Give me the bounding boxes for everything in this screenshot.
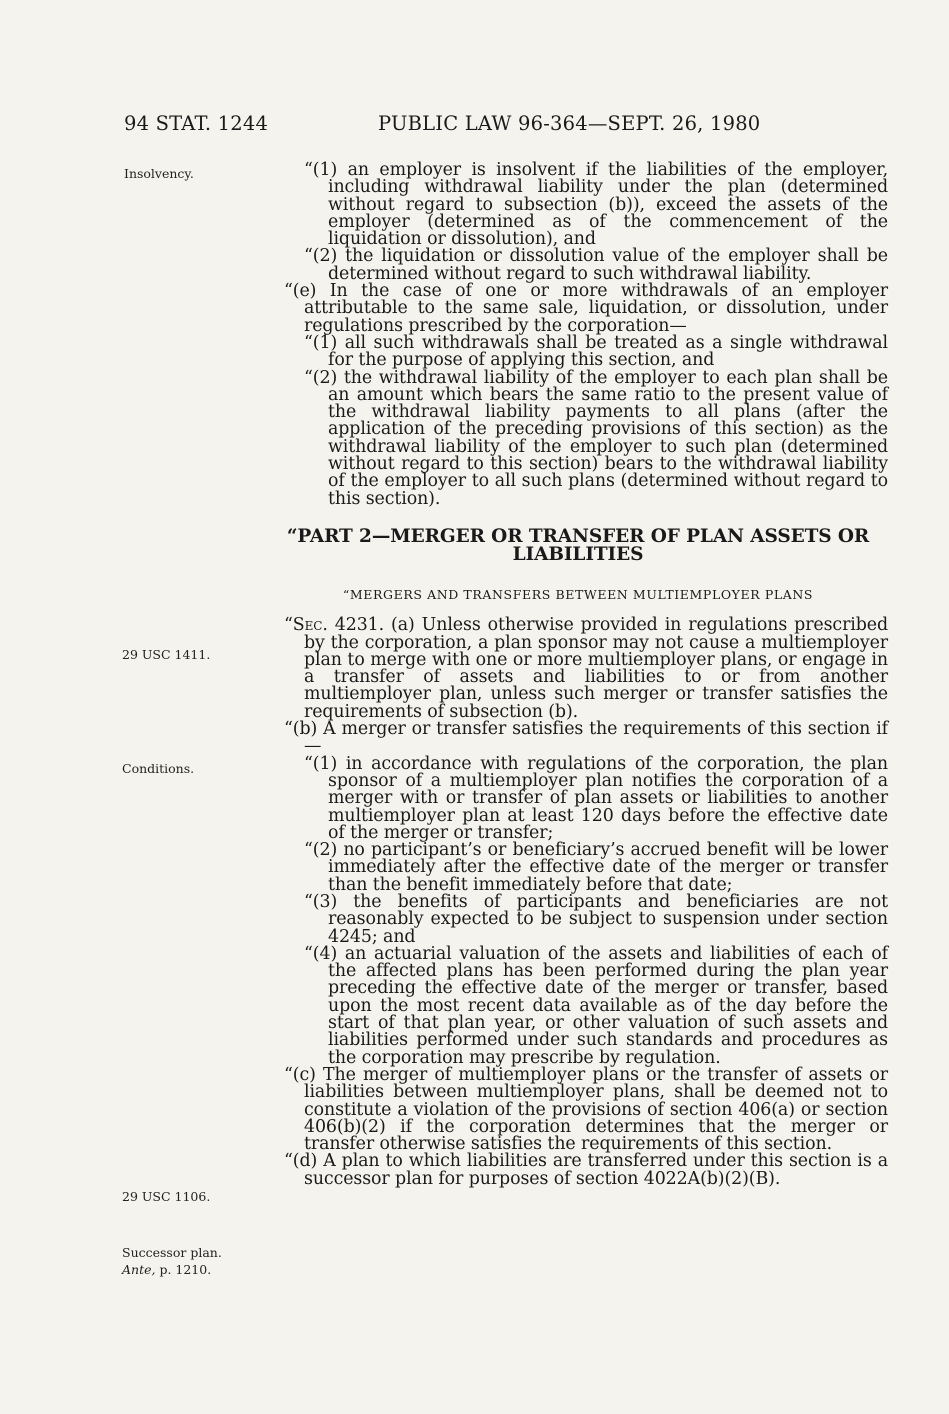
stat-page-number: 94 STAT. 1244 — [124, 112, 269, 135]
public-law-title: PUBLIC LAW 96-364—SEPT. 26, 1980 — [378, 112, 761, 135]
subsection-e: “(e) In the case of one or more withdrawals of an employer attributable to the same sale, liquidation, or dissolution, under regulations prescribed by the corporation— — [284, 281, 888, 336]
statute-body — [268, 162, 888, 1188]
margin-note-insolvency: Insolvency. — [124, 166, 194, 181]
subsection-a — [268, 617, 888, 721]
ante-italic: Ante, — [122, 1262, 156, 1277]
part-heading: “PART 2—MERGER OR TRANSFER OF PLAN ASSETS OR LIABILITIES — [286, 525, 870, 565]
subsection-c: “(c) The merger of multiemployer plans or the transfer of assets or liabilities between multiemployer plans, shall be deemed not to constitute a violation of the provisions of section 406(a) or section 406(b)(2) if the corporation determines that the merger or transfer otherwise satisfies the requirements of this section. — [284, 1064, 888, 1155]
margin-note-29-usc-1106: 29 USC 1106. — [122, 1189, 211, 1204]
paragraph-e2: “(2) the withdrawal liability of the employer to each plan shall be an amount which bears the same ratio to the present value of the withdrawal liability payments to all plans (after the application of the preceding provisions of this section) as the withdrawal liability of the employer to such plan (determined without regard to this section) bears to the withdrawal liability of the employer to all such plans (determined without regard to this section). — [304, 367, 888, 509]
margin-note-conditions: Conditions. — [122, 761, 195, 776]
ante-page: p. 1210. — [155, 1262, 212, 1277]
paragraph-b4: “(4) an actuarial valuation of the assets and liabilities of each of the affected plans has been performed during the plan year preceding the effective date of the merger or transfer, based upon the most recent data available as of the day before the start of that plan year, or other valuation of such assets and liabilities performed under such standards and procedures as the corporation may prescribe by regulation. — [304, 943, 888, 1068]
subsection-b: “(b) A merger or transfer satisfies the requirements of this section if— — [284, 719, 888, 757]
paragraph-b2: “(2) no participant’s or beneficiary’s accrued benefit will be lower immediately after the effective date of the merger or transfer than the benefit immediately before that date; — [304, 840, 888, 895]
subsection-d: “(d) A plan to which liabilities are transferred under this section is a successor plan for purposes of section 4022A(b)(2)(B). — [284, 1151, 888, 1189]
page-header — [124, 112, 889, 142]
paragraph-e1: “(1) all such withdrawals shall be treated as a single withdrawal for the purpose of applying this section, and — [304, 332, 888, 371]
margin-note-successor-plan: Successor plan. — [122, 1245, 222, 1260]
margin-note-29-usc-1411: 29 USC 1411. — [122, 647, 211, 662]
section-subheading: “MERGERS AND TRANSFERS BETWEEN MULTIEMPLOYER PLANS — [342, 586, 814, 602]
paragraph-b3: “(3) the benefits of participants and beneficiaries are not reasonably expected to be subject to suspension under section 4245; and — [304, 891, 888, 947]
paragraph-d1: “(1) an employer is insolvent if the liabilities of the employer, including withdrawal liability under the plan (determined without regard to subsection (b)), exceed the assets of the employer (determined as of the commencement of the liquidation or dissolution), and — [304, 160, 888, 250]
subsection-a-text: 4231. (a) Unless otherwise provided in regulations prescribed by the corporation, a plan sponsor may not cause a multiemployer plan to merge with one or more multiemployer plans, or engage in a transfer of assets and liabilities to or from another multiemployer plan, unless such merger or transfer satisfies the requirements of subsection (b). — [304, 615, 888, 722]
paragraph-d2: “(2) the liquidation or dissolution value of the employer shall be determined without regard to such withdrawal liability. — [304, 246, 888, 284]
sec-label: “Sec. — [284, 615, 328, 636]
paragraph-b1: “(1) in accordance with regulations of the corporation, the plan sponsor of a multiemployer plan notifies the corporation of a merger with or transfer of plan assets or liabilities to another multiemployer plan at least 120 days before the effective date of the merger or transfer; — [304, 753, 888, 843]
margin-note-ante-reference — [122, 1262, 211, 1277]
